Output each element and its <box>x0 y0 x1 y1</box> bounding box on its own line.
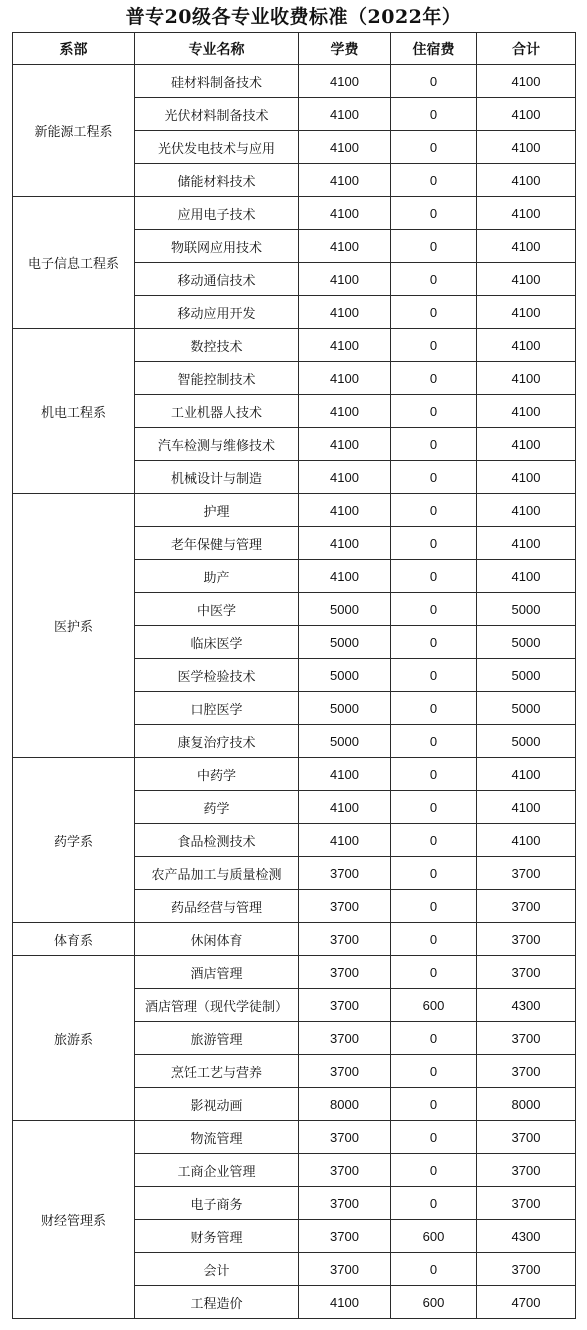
major-name-cell: 药学 <box>135 791 299 824</box>
total-cell: 3700 <box>477 1253 576 1286</box>
total-cell: 4100 <box>477 263 576 296</box>
column-header-dorm-fee: 住宿费 <box>391 33 477 65</box>
major-name-cell: 智能控制技术 <box>135 362 299 395</box>
total-cell: 5000 <box>477 593 576 626</box>
major-name-cell: 硅材料制备技术 <box>135 65 299 98</box>
tuition-cell: 3700 <box>299 1154 391 1187</box>
major-name-cell: 口腔医学 <box>135 692 299 725</box>
dorm-fee-cell: 0 <box>391 1088 477 1121</box>
tuition-cell: 3700 <box>299 1055 391 1088</box>
total-cell: 4100 <box>477 527 576 560</box>
table-row <box>13 329 576 362</box>
major-name-cell: 烹饪工艺与营养 <box>135 1055 299 1088</box>
total-cell: 4100 <box>477 131 576 164</box>
total-cell: 4100 <box>477 362 576 395</box>
major-name-cell: 工商企业管理 <box>135 1154 299 1187</box>
dorm-fee-cell: 0 <box>391 593 477 626</box>
dorm-fee-cell: 0 <box>391 296 477 329</box>
tuition-cell: 4100 <box>299 197 391 230</box>
table-row <box>13 956 576 989</box>
tuition-cell: 4100 <box>299 131 391 164</box>
column-header-total: 合计 <box>477 33 576 65</box>
department-cell: 新能源工程系 <box>13 65 135 197</box>
dorm-fee-cell: 0 <box>391 461 477 494</box>
dorm-fee-cell: 0 <box>391 1187 477 1220</box>
tuition-cell: 5000 <box>299 659 391 692</box>
table-header-row <box>13 33 576 65</box>
total-cell: 4100 <box>477 164 576 197</box>
total-cell: 4100 <box>477 494 576 527</box>
tuition-cell: 3700 <box>299 1121 391 1154</box>
dorm-fee-cell: 0 <box>391 230 477 263</box>
tuition-cell: 3700 <box>299 989 391 1022</box>
total-cell: 4100 <box>477 560 576 593</box>
total-cell: 4100 <box>477 197 576 230</box>
major-name-cell: 会计 <box>135 1253 299 1286</box>
major-name-cell: 电子商务 <box>135 1187 299 1220</box>
dorm-fee-cell: 0 <box>391 725 477 758</box>
total-cell: 3700 <box>477 923 576 956</box>
major-name-cell: 药品经营与管理 <box>135 890 299 923</box>
major-name-cell: 休闲体育 <box>135 923 299 956</box>
total-cell: 8000 <box>477 1088 576 1121</box>
major-name-cell: 移动通信技术 <box>135 263 299 296</box>
total-cell: 3700 <box>477 1187 576 1220</box>
dorm-fee-cell: 0 <box>391 923 477 956</box>
tuition-cell: 4100 <box>299 758 391 791</box>
total-cell: 4100 <box>477 230 576 263</box>
total-cell: 4100 <box>477 296 576 329</box>
major-name-cell: 影视动画 <box>135 1088 299 1121</box>
total-cell: 3700 <box>477 1121 576 1154</box>
total-cell: 4100 <box>477 461 576 494</box>
dorm-fee-cell: 0 <box>391 329 477 362</box>
tuition-cell: 4100 <box>299 791 391 824</box>
major-name-cell: 物流管理 <box>135 1121 299 1154</box>
dorm-fee-cell: 0 <box>391 890 477 923</box>
dorm-fee-cell: 0 <box>391 164 477 197</box>
department-cell: 电子信息工程系 <box>13 197 135 329</box>
total-cell: 5000 <box>477 692 576 725</box>
tuition-cell: 4100 <box>299 824 391 857</box>
tuition-cell: 4100 <box>299 164 391 197</box>
tuition-cell: 3700 <box>299 956 391 989</box>
department-cell: 医护系 <box>13 494 135 758</box>
dorm-fee-cell: 600 <box>391 1286 477 1319</box>
dorm-fee-cell: 0 <box>391 824 477 857</box>
major-name-cell: 老年保健与管理 <box>135 527 299 560</box>
column-header-tuition: 学费 <box>299 33 391 65</box>
total-cell: 4300 <box>477 1220 576 1253</box>
dorm-fee-cell: 0 <box>391 857 477 890</box>
tuition-cell: 5000 <box>299 692 391 725</box>
total-cell: 3700 <box>477 1154 576 1187</box>
major-name-cell: 旅游管理 <box>135 1022 299 1055</box>
table-row <box>13 65 576 98</box>
tuition-cell: 4100 <box>299 494 391 527</box>
tuition-cell: 4100 <box>299 560 391 593</box>
tuition-cell: 4100 <box>299 65 391 98</box>
dorm-fee-cell: 0 <box>391 956 477 989</box>
dorm-fee-cell: 0 <box>391 1154 477 1187</box>
tuition-cell: 4100 <box>299 296 391 329</box>
total-cell: 3700 <box>477 857 576 890</box>
tuition-cell: 5000 <box>299 593 391 626</box>
major-name-cell: 汽车检测与维修技术 <box>135 428 299 461</box>
table-row <box>13 494 576 527</box>
major-name-cell: 酒店管理 <box>135 956 299 989</box>
department-cell: 旅游系 <box>13 956 135 1121</box>
major-name-cell: 移动应用开发 <box>135 296 299 329</box>
dorm-fee-cell: 0 <box>391 692 477 725</box>
major-name-cell: 物联网应用技术 <box>135 230 299 263</box>
dorm-fee-cell: 0 <box>391 263 477 296</box>
dorm-fee-cell: 0 <box>391 626 477 659</box>
tuition-cell: 4100 <box>299 395 391 428</box>
major-name-cell: 农产品加工与质量检测 <box>135 857 299 890</box>
dorm-fee-cell: 0 <box>391 494 477 527</box>
dorm-fee-cell: 0 <box>391 131 477 164</box>
total-cell: 5000 <box>477 626 576 659</box>
dorm-fee-cell: 0 <box>391 395 477 428</box>
dorm-fee-cell: 0 <box>391 1253 477 1286</box>
tuition-cell: 3700 <box>299 890 391 923</box>
table-row <box>13 758 576 791</box>
total-cell: 3700 <box>477 1055 576 1088</box>
tuition-cell: 3700 <box>299 857 391 890</box>
major-name-cell: 助产 <box>135 560 299 593</box>
major-name-cell: 工业机器人技术 <box>135 395 299 428</box>
tuition-cell: 4100 <box>299 461 391 494</box>
major-name-cell: 储能材料技术 <box>135 164 299 197</box>
tuition-cell: 4100 <box>299 362 391 395</box>
total-cell: 4100 <box>477 758 576 791</box>
dorm-fee-cell: 0 <box>391 197 477 230</box>
total-cell: 4100 <box>477 329 576 362</box>
tuition-cell: 3700 <box>299 1187 391 1220</box>
dorm-fee-cell: 0 <box>391 560 477 593</box>
tuition-cell: 4100 <box>299 329 391 362</box>
major-name-cell: 护理 <box>135 494 299 527</box>
dorm-fee-cell: 0 <box>391 1055 477 1088</box>
table-row <box>13 923 576 956</box>
table-row <box>13 197 576 230</box>
major-name-cell: 食品检测技术 <box>135 824 299 857</box>
dorm-fee-cell: 0 <box>391 1121 477 1154</box>
tuition-cell: 3700 <box>299 1220 391 1253</box>
dorm-fee-cell: 0 <box>391 65 477 98</box>
page-title: 普专20级各专业收费标准（2022年） <box>125 6 462 28</box>
tuition-cell: 4100 <box>299 527 391 560</box>
total-cell: 4100 <box>477 395 576 428</box>
total-cell: 4700 <box>477 1286 576 1319</box>
tuition-cell: 8000 <box>299 1088 391 1121</box>
total-cell: 5000 <box>477 725 576 758</box>
major-name-cell: 工程造价 <box>135 1286 299 1319</box>
table-row <box>13 1121 576 1154</box>
major-name-cell: 酒店管理（现代学徒制） <box>135 989 299 1022</box>
dorm-fee-cell: 0 <box>391 362 477 395</box>
tuition-cell: 4100 <box>299 98 391 131</box>
total-cell: 3700 <box>477 890 576 923</box>
dorm-fee-cell: 0 <box>391 98 477 131</box>
dorm-fee-cell: 600 <box>391 989 477 1022</box>
tuition-cell: 4100 <box>299 230 391 263</box>
department-cell: 财经管理系 <box>13 1121 135 1319</box>
dorm-fee-cell: 0 <box>391 1022 477 1055</box>
column-header-major: 专业名称 <box>135 33 299 65</box>
table-body <box>13 65 576 1319</box>
major-name-cell: 中药学 <box>135 758 299 791</box>
major-name-cell: 医学检验技术 <box>135 659 299 692</box>
total-cell: 4100 <box>477 824 576 857</box>
total-cell: 4100 <box>477 428 576 461</box>
major-name-cell: 康复治疗技术 <box>135 725 299 758</box>
tuition-cell: 3700 <box>299 1022 391 1055</box>
tuition-cell: 4100 <box>299 428 391 461</box>
total-cell: 4100 <box>477 65 576 98</box>
tuition-cell: 3700 <box>299 1253 391 1286</box>
major-name-cell: 数控技术 <box>135 329 299 362</box>
total-cell: 5000 <box>477 659 576 692</box>
dorm-fee-cell: 0 <box>391 659 477 692</box>
major-name-cell: 光伏发电技术与应用 <box>135 131 299 164</box>
department-cell: 机电工程系 <box>13 329 135 494</box>
column-header-department: 系部 <box>13 33 135 65</box>
tuition-cell: 4100 <box>299 263 391 296</box>
total-cell: 3700 <box>477 956 576 989</box>
total-cell: 3700 <box>477 1022 576 1055</box>
dorm-fee-cell: 0 <box>391 791 477 824</box>
major-name-cell: 临床医学 <box>135 626 299 659</box>
major-name-cell: 机械设计与制造 <box>135 461 299 494</box>
dorm-fee-cell: 600 <box>391 1220 477 1253</box>
tuition-cell: 5000 <box>299 725 391 758</box>
tuition-cell: 3700 <box>299 923 391 956</box>
major-name-cell: 应用电子技术 <box>135 197 299 230</box>
dorm-fee-cell: 0 <box>391 758 477 791</box>
major-name-cell: 光伏材料制备技术 <box>135 98 299 131</box>
department-cell: 药学系 <box>13 758 135 923</box>
total-cell: 4100 <box>477 98 576 131</box>
tuition-cell: 5000 <box>299 626 391 659</box>
dorm-fee-cell: 0 <box>391 527 477 560</box>
tuition-cell: 4100 <box>299 1286 391 1319</box>
major-name-cell: 中医学 <box>135 593 299 626</box>
dorm-fee-cell: 0 <box>391 428 477 461</box>
department-cell: 体育系 <box>13 923 135 956</box>
major-name-cell: 财务管理 <box>135 1220 299 1253</box>
total-cell: 4100 <box>477 791 576 824</box>
fee-table <box>12 32 576 1319</box>
total-cell: 4300 <box>477 989 576 1022</box>
